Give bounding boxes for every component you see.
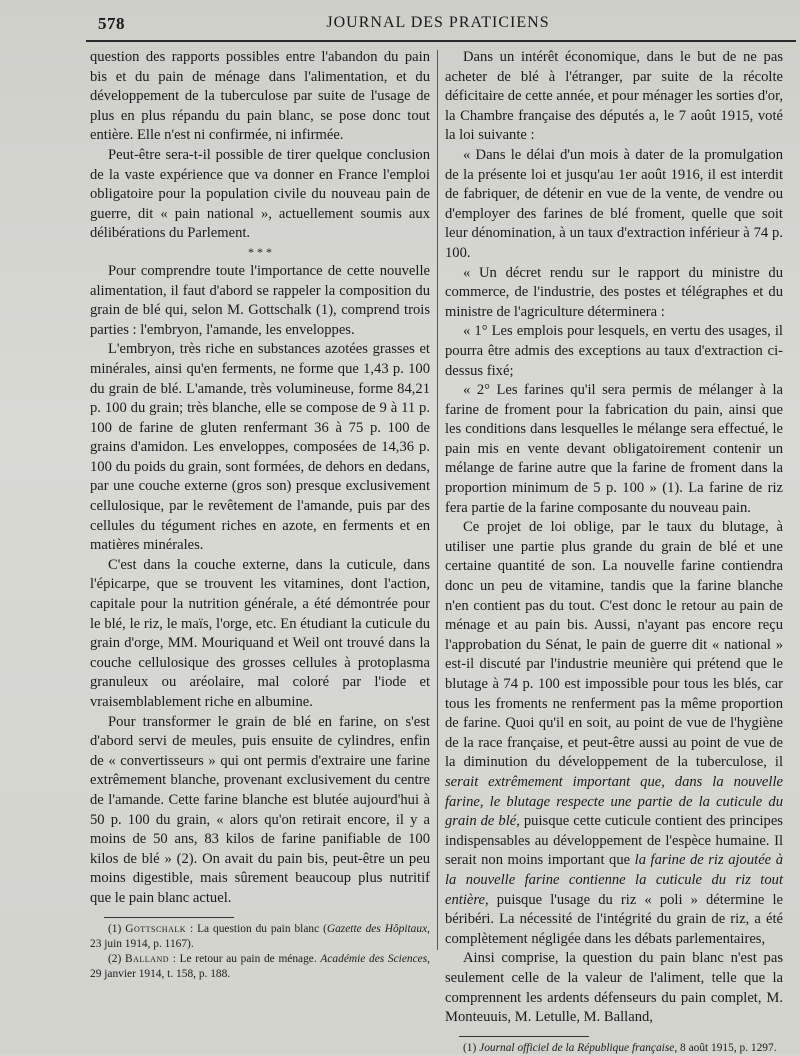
column-divider bbox=[437, 50, 438, 950]
paragraph: « Un décret rendu sur le rapport du ministre du commerce, de l'industrie, des postes et télégraphes et du ministre de l'agriculture déterminera : bbox=[445, 264, 783, 320]
footnote-text: : La question du pain blanc ( bbox=[186, 922, 327, 935]
emphasis-text: la farine de riz ajoutée à la nouvelle farine contienne la cuticule du riz tout entière bbox=[445, 852, 783, 908]
left-column bbox=[90, 48, 430, 982]
paragraph: C'est dans la couche externe, dans la cuticule, dans l'épicarpe, que se trouvent les vitamines, dont l'action, capitale pour la nutrition générale, a été démontrée pour le blé, le riz, le maïs, l'orge, etc. En étudiant la cuticule du grain d'orge, MM. Mouriquand et Weil ont trouvé dans la couche cellulosique des grosses cellules à protoplasma granuleux ou aréolaire, mal coloré par l'iode et vraisemblablement riche en albumine. bbox=[90, 556, 430, 710]
paragraph: Ainsi comprise, la question du pain blanc n'est pas seulement celle de la valeur de l'aliment, telle que la comprennent les ardents défenseurs du pain complet, M. Monteuuis, M. Letulle, M. Balland, bbox=[445, 950, 783, 1026]
paragraph-text: , puisque cette cuticule contient des principes indispensables au développement de l'espèce humaine. Il serait non moins important que bbox=[445, 813, 783, 869]
footnote-number: (1) bbox=[463, 1041, 477, 1054]
paragraph: « Dans le délai d'un mois à dater de la promulgation de la présente loi et jusqu'au 1er août 1916, il est interdit de fabriquer, de détenir en vue de la vente, de vendre ou d'employer des farines de blé froment, quelle que soit leur dénomination, à un taux d'extraction inférieur à 74 p. 100. bbox=[445, 146, 783, 261]
paragraph: « 1° Les emplois pour lesquels, en vertu des usages, il pourra être admis des exceptions au taux d'extraction ci-dessus fixé; bbox=[445, 323, 783, 379]
paragraph: Pour comprendre toute l'importance de cette nouvelle alimentation, il faut d'abord se rappeler la composition du grain de blé qui, selon M. Gottschalk (1), comprend trois parties : l'embryon, l'amande, les enveloppes. bbox=[90, 262, 430, 338]
paragraph: L'embryon, très riche en substances azotées grasses et minérales, ainsi qu'en ferments, ne forme que 1,43 p. 100 du grain de blé. L'amande, très volumineuse, forme 84,21 p. 100 du grain; très blanche, elle se compose de 9 à 11 p. 100 de farine de gluten renfermant 36 à 75 p. 100 de grains d'amidon. Les enveloppes, composées de 14,36 p. 100 du poids du grain, sont formées, de dehors en dedans, par une couche externe (gros son) presque exclusivement cellulosique, par le revêtement de l'amande, puis par des cellules du tégument riches en azote, en ferments et en matières minérales. bbox=[90, 341, 430, 554]
footnote-text: , 23 juin 1914, p. 1167). bbox=[90, 922, 430, 950]
footnote-number: (1) bbox=[108, 922, 122, 935]
running-title: JOURNAL DES PRATICIENS bbox=[326, 14, 550, 31]
paragraph: question des rapports possibles entre l'abandon du pain bis et du pain de ménage dans l'alimentation, et du développement de la tuberculose par suite de l'usage de plus en plus répandu du pain blanc, se pose donc tout entière. Elle n'est ni confirmée, ni infirmée. bbox=[90, 49, 430, 144]
page-header bbox=[98, 14, 778, 36]
paragraph-text: , puisque l'usage du riz « poli » détermine le béribéri. La nécessité de l'intégrité du grain de riz, a été complètement négligée dans les débats parlementaires, bbox=[445, 891, 783, 947]
footnote-source: Gazette des Hôpitaux bbox=[326, 922, 428, 935]
paragraph: « 2° Les farines qu'il sera permis de mélanger à la farine de froment pour la fabrication du pain, ainsi que les conditions dans lesquelles le mélange sera effectué, le pain mis en vente devant obligatoirement contenir un mélange de farine autre que la farine de froment dans la proportion minimum de 5 p. 100 » (1). La farine de riz fera partie de la farine composante du nouveau pain. bbox=[445, 382, 783, 516]
paragraph bbox=[445, 518, 783, 949]
footnote-source: Journal officiel de la République française bbox=[479, 1041, 675, 1054]
paragraph-text: Ce projet de loi oblige, par le taux du blutage, à utiliser une partie plus grande du grain de blé et une certaine quantité de son. La nouvelle farine contiendra donc un peu de vitamine, tandis que la farine blanche n'en contient pas du tout. C'est donc le retour au pain de ménage et au pain bis. Aussi, n'ayant pas encore reçu l'approbation du Sénat, le pain de guerre dit « national » est-il discuté par l'industrie meunière qui prétend que le blutage à 74 p. 100 est impossible pour tous les blés, car tous les froments ne renferment pas la même proportion de farine. Quoi qu'il en soit, au point de vue de l'hygiène de la race française, et peut-être aussi au point de vue de la diminution du développement de la tuberculose, il bbox=[445, 519, 783, 771]
footnote-text: , 29 janvier 1914, t. 158, p. 188. bbox=[90, 952, 430, 980]
footnote bbox=[445, 1041, 783, 1056]
footnote-rule bbox=[459, 1036, 589, 1037]
footnote bbox=[90, 922, 430, 952]
footnote-number: (2) bbox=[108, 952, 122, 965]
emphasis-text: serait extrêmement important que, dans la nouvelle farine, le blutage respecte une partie de la cuticule du grain de blé bbox=[445, 773, 783, 830]
footnote-rule bbox=[104, 917, 234, 918]
footnote-text: : Le retour au pain de ménage. bbox=[169, 952, 321, 965]
right-column bbox=[445, 48, 783, 1056]
paragraph: Peut-être sera-t-il possible de tirer quelque conclusion de la vaste expérience que va donner en France l'emploi obligatoire pour la population civile du nouveau pain de guerre, dit « pain national », actuellement soumis aux délibérations du Parlement. bbox=[90, 146, 430, 242]
footnote-text: , 8 août 1915, p. 1297. bbox=[674, 1041, 777, 1054]
paragraph: Pour transformer le grain de blé en farine, on s'est d'abord servi de meules, puis ensuite de cylindres, enfin de « convertisseurs » qui ont permis d'extraire une farine extrêmement blanche, provenant exclusivement du centre de l'amande. Cette farine blanche est blutée aujourd'hui à 50 p. 100 du grain, « alors qu'on retirait encore, il y a moins de 50 ans, 83 kilos de farine panifiable de 100 kilos de blé » (2). On avait du pain bis, peut-être un peu moins digestible, mais sûrement beaucoup plus nutritif que le pain blanc actuel. bbox=[90, 713, 430, 906]
footnote-source: Académie des Sciences bbox=[320, 952, 428, 965]
page-number: 578 bbox=[98, 14, 125, 33]
footnote-author: Gottschalk bbox=[125, 922, 187, 935]
section-separator: * * * bbox=[248, 244, 272, 259]
paragraph: Dans un intérêt économique, dans le but de ne pas acheter de blé à l'étranger, par suite de la récolte déficitaire de cette année, et pour ménager les sorties d'or, la Chambre française des députés a, le 7 août 1915, voté la loi suivante : bbox=[445, 49, 783, 144]
footnote bbox=[90, 952, 430, 982]
header-rule bbox=[86, 40, 796, 42]
footnote-author: Balland bbox=[125, 952, 169, 965]
